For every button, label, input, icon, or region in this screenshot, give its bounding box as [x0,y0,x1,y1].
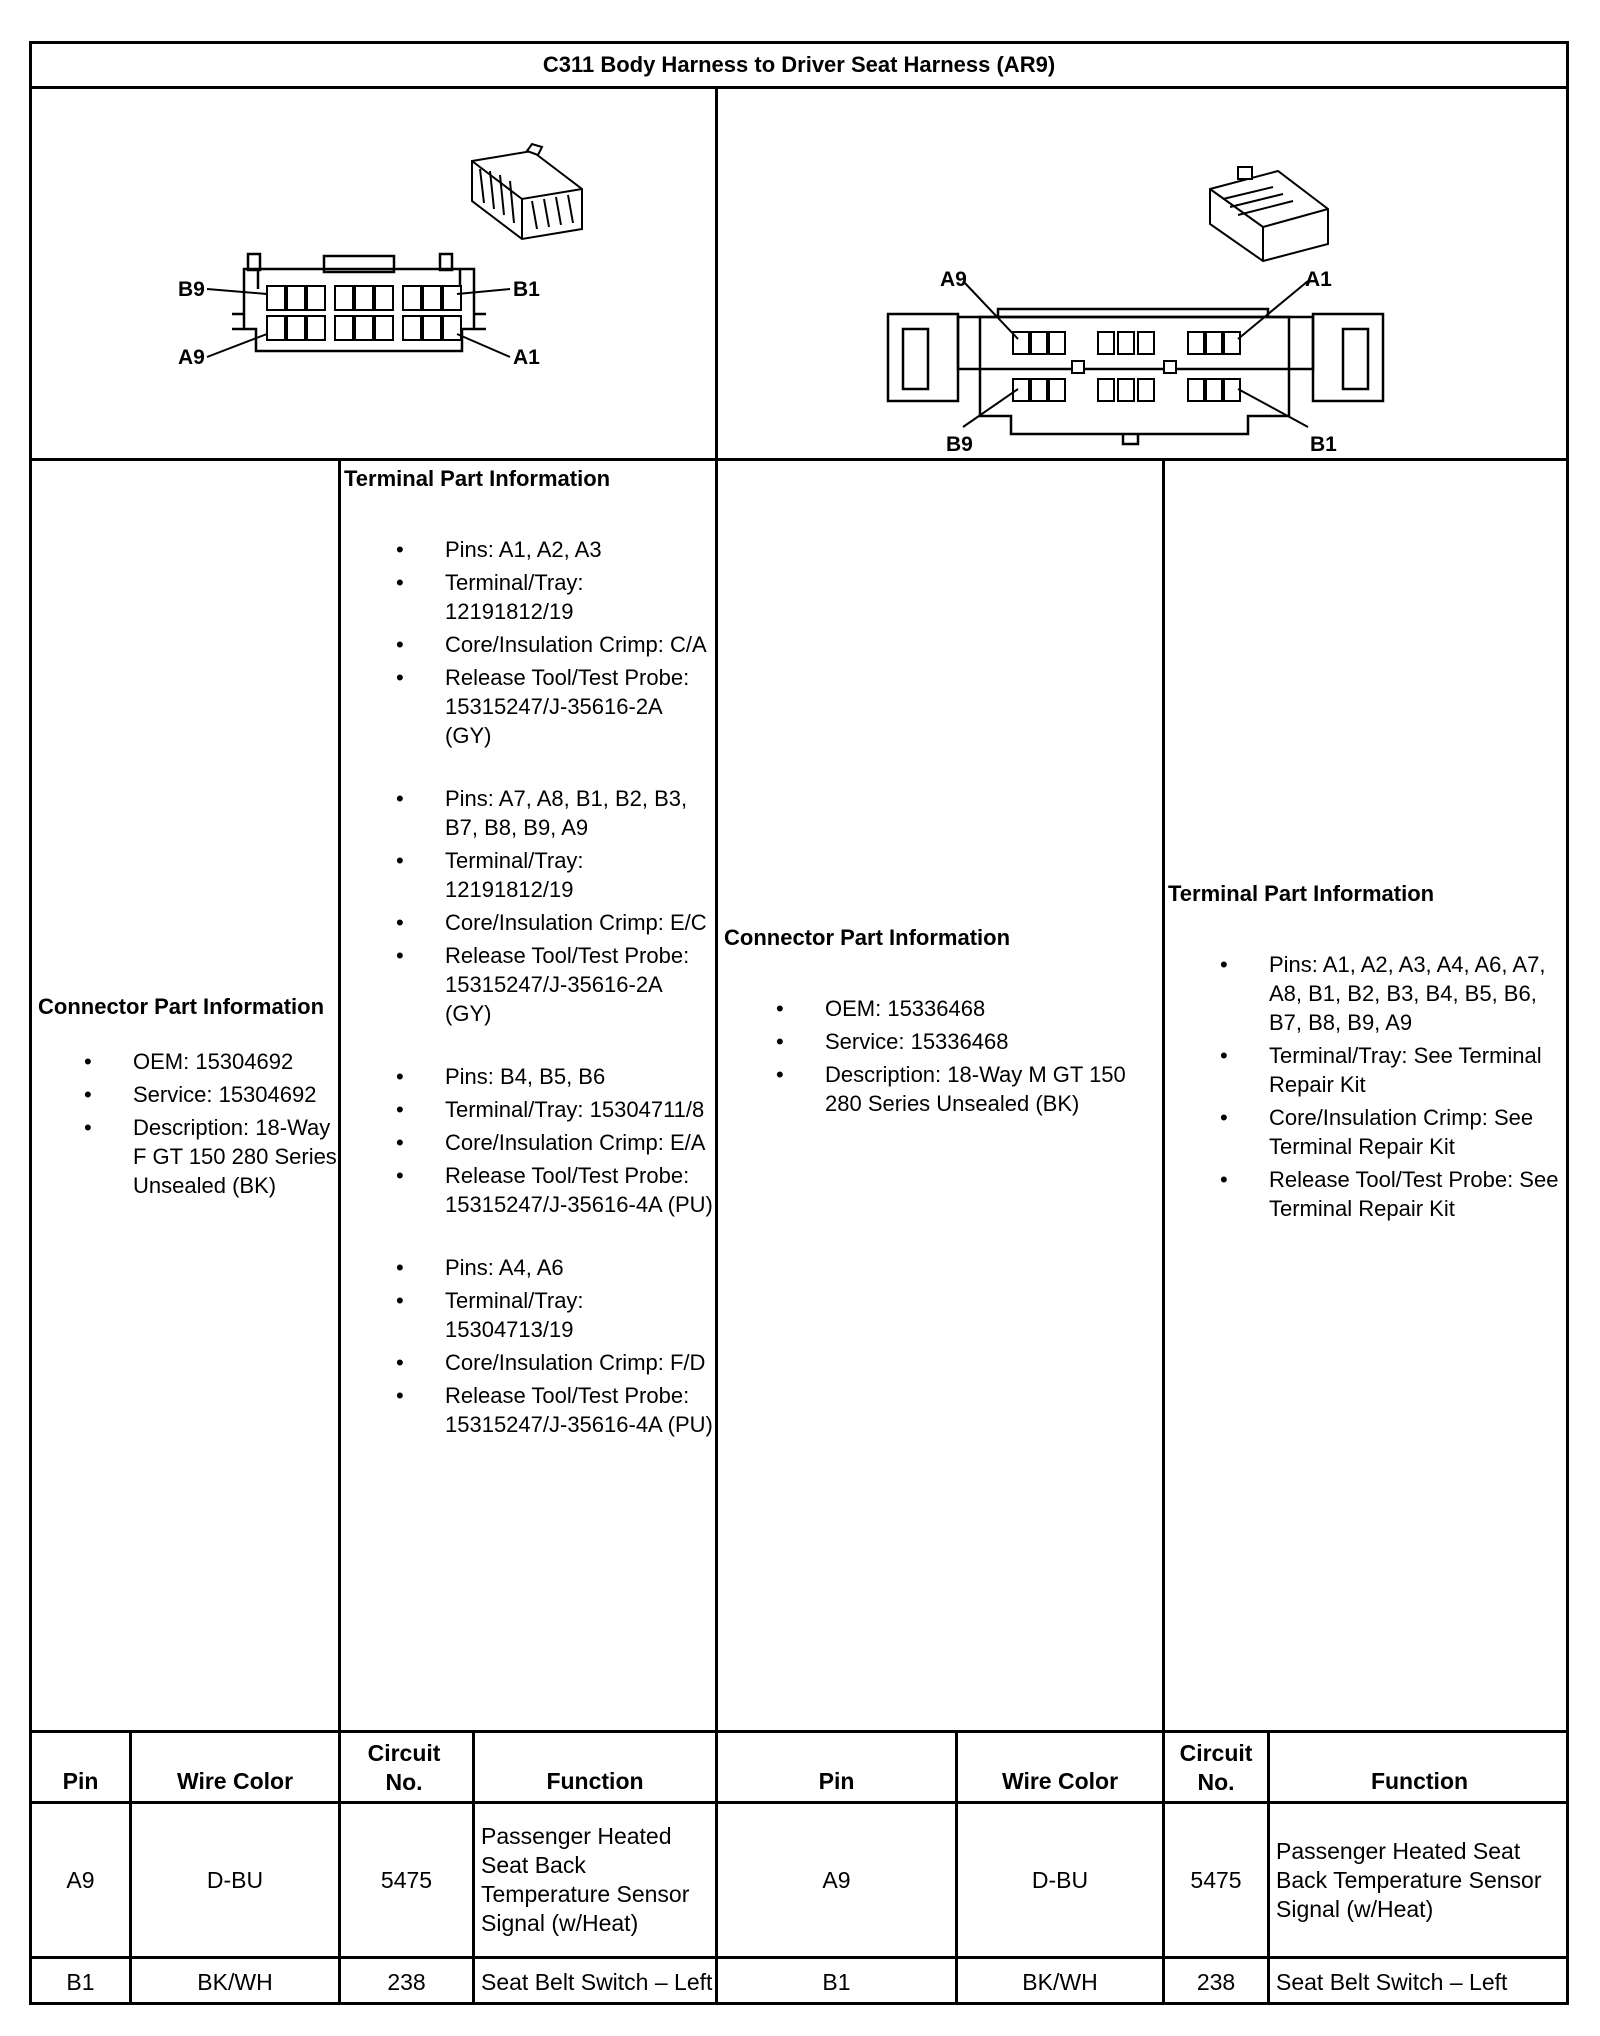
right-label-a9: A9 [940,268,967,291]
left-label-b1: B1 [513,278,540,301]
terminal-group-3 [344,1062,714,1219]
terminal-crimp: • Core/Insulation Crimp: E/C [344,908,714,937]
table-cell-function: Seat Belt Switch – Left [481,1968,713,1995]
table-cell-pin: A9 [822,1866,851,1893]
table-cell-circuit: 5475 [380,1866,433,1893]
header-pin: Pin [818,1768,855,1794]
divider [1162,458,1165,1921]
terminal-release-tool: • Release Tool/Test Probe: 15315247/J-35616-2A (GY) [344,663,714,750]
left-terminal-info [344,464,714,1439]
left-label-a1: A1 [513,346,540,369]
header-circuit-no: Circuit No. [1179,1740,1253,1795]
table-cell-pin: B1 [66,1968,95,1995]
right-connector-face [888,309,1383,444]
right-terminal-info [1168,461,1568,1730]
right-connector-service: • Service: 15336468 [724,1027,1159,1056]
table-cell-function: Passenger Heated Seat Back Temperature Sensor Signal (w/Heat) [481,1823,690,1936]
terminal-release-tool: • Release Tool/Test Probe: 15315247/J-35616-4A (PU) [344,1381,714,1439]
table-cell-wire-color: D-BU [206,1866,264,1893]
header-pin: Pin [62,1768,99,1794]
divider [338,458,341,1921]
left-connector-service: • Service: 15304692 [32,1080,338,1109]
terminal-pins: • Pins: A4, A6 [344,1253,714,1282]
left-connector-info [38,461,338,1730]
terminal-crimp: • Core/Insulation Crimp: E/A [344,1128,714,1157]
right-terminal-release-tool: • Release Tool/Test Probe: See Terminal Repair Kit [1168,1165,1568,1223]
left-connector-3d-icon [472,144,582,239]
table-cell-function: Seat Belt Switch – Left [1276,1968,1508,1995]
table-cell-pin: B1 [822,1968,851,1995]
right-connector-heading: Connector Part Information [724,925,1011,950]
right-connector-diagram [718,89,1569,458]
terminal-pins: • Pins: B4, B5, B6 [344,1062,714,1091]
header-function: Function [1370,1768,1469,1794]
left-connector-description: • Description: 18-Way F GT 150 280 Series Unsealed (BK) [32,1113,338,1200]
left-connector-diagram [32,89,715,458]
terminal-tray: • Terminal/Tray: 15304713/19 [344,1286,714,1344]
terminal-crimp: • Core/Insulation Crimp: F/D [344,1348,714,1377]
left-pin-grid [267,286,461,340]
header-circuit-no: Circuit No. [367,1740,441,1795]
left-label-a9: A9 [178,346,205,369]
left-connector-heading: Connector Part Information [38,993,325,1019]
right-pin-grid [1013,332,1240,401]
header-wire-color: Wire Color [176,1768,294,1794]
right-label-b1: B1 [1310,433,1337,456]
terminal-group-4 [344,1253,714,1439]
left-connector-oem: • OEM: 15304692 [32,1047,338,1076]
terminal-tray: • Terminal/Tray: 15304711/8 [344,1095,714,1124]
right-connector-info [724,461,1159,1730]
right-terminal-crimp: • Core/Insulation Crimp: See Terminal Repair Kit [1168,1103,1568,1161]
header-wire-color: Wire Color [1001,1768,1119,1794]
table-cell-circuit: 5475 [1190,1866,1242,1893]
page-title: C311 Body Harness to Driver Seat Harness (AR9) [542,52,1056,77]
terminal-group-2 [344,784,714,1028]
right-terminal-tray: • Terminal/Tray: See Terminal Repair Kit [1168,1041,1568,1099]
terminal-pins: • Pins: A7, A8, B1, B2, B3, B7, B8, B9, A9 [344,784,714,842]
terminal-release-tool: • Release Tool/Test Probe: 15315247/J-35616-2A (GY) [344,941,714,1028]
right-label-b9: B9 [946,433,973,456]
table-cell-pin: A9 [66,1866,95,1893]
terminal-tray: • Terminal/Tray: 12191812/19 [344,568,714,626]
table-cell-wire-color: BK/WH [197,1968,273,1995]
right-connector-3d-icon [1210,167,1328,261]
terminal-pins: • Pins: A1, A2, A3 [344,535,714,564]
terminal-group-1 [344,535,714,750]
right-connector-description: • Description: 18-Way M GT 150 280 Series Unsealed (BK) [724,1060,1159,1118]
divider [32,1730,1566,1733]
right-terminal-heading: Terminal Part Information [1168,880,1435,906]
table-cell-circuit: 238 [1196,1968,1236,1995]
header-function: Function [546,1768,644,1794]
table-cell-wire-color: BK/WH [1022,1968,1098,1995]
right-terminal-pins: • Pins: A1, A2, A3, A4, A6, A7, A8, B1, B2, B3, B4, B5, B6, B7, B8, B9, A9 [1168,950,1568,1037]
terminal-tray: • Terminal/Tray: 12191812/19 [344,846,714,904]
table-cell-circuit: 238 [387,1968,426,1995]
connector-sheet [29,41,1569,2005]
table-cell-wire-color: D-BU [1031,1866,1089,1893]
terminal-crimp: • Core/Insulation Crimp: C/A [344,630,714,659]
left-terminal-heading: Terminal Part Information [344,466,611,491]
right-label-a1: A1 [1305,268,1332,291]
right-connector-oem: • OEM: 15336468 [724,994,1159,1023]
terminal-release-tool: • Release Tool/Test Probe: 15315247/J-35616-4A (PU) [344,1161,714,1219]
left-label-b9: B9 [178,278,205,301]
table-cell-function: Passenger Heated Seat Back Temperature Sensor Signal (w/Heat) [1276,1837,1542,1922]
